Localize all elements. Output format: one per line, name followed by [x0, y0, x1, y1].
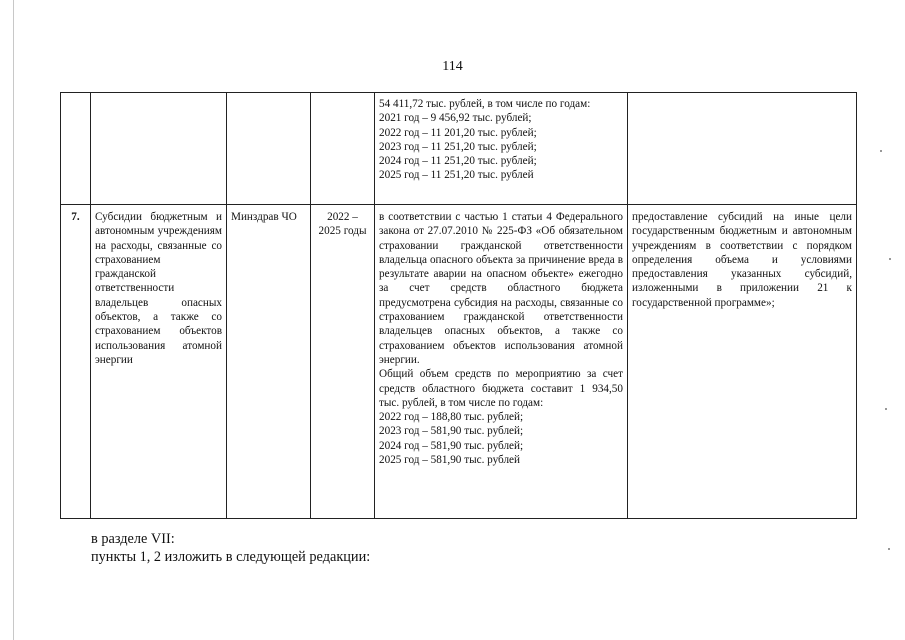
funding-year: 2021 год – 9 456,92 тыс. рублей;	[379, 112, 532, 125]
table-row-continuation	[61, 93, 857, 205]
funding-year: 2024 год – 11 251,20 тыс. рублей;	[379, 155, 537, 168]
page-number: 114	[442, 59, 463, 74]
funding-intro: 54 411,72 тыс. рублей, в том числе по годам:	[379, 98, 591, 110]
measure-period: 2022 – 2025 годы	[311, 205, 375, 519]
funding-year: 2022 год – 11 201,20 тыс. рублей;	[379, 126, 537, 139]
cell-name-empty	[91, 93, 227, 205]
funding-year: 2025 год – 581,90 тыс. рублей	[379, 454, 521, 467]
measure-description-cell	[375, 205, 628, 519]
funding-year: 2024 год – 581,90 тыс. рублей;	[379, 439, 524, 452]
funding-intro: Общий объем средств по мероприятию за счет средств областного бюджета составит 1 934,50 тыс. рублей, в том числе по годам:	[379, 368, 623, 409]
funding-year: 2025 год – 11 251,20 тыс. рублей	[379, 169, 534, 182]
measure-name: Субсидии бюджетным и автономным учреждениям на расходы, связанные со страхованием гражданской ответственности владельцев опасных объектов, а также со страхованием объектов использования атомной энергии	[91, 205, 227, 519]
cell-note-empty	[628, 93, 857, 205]
funding-year: 2022 год – 188,80 тыс. рублей;	[379, 411, 524, 424]
measure-number: 7.	[61, 205, 91, 519]
scan-speck	[888, 548, 890, 550]
cell-funding-continuation	[375, 93, 628, 205]
measures-table	[60, 92, 857, 519]
cell-executor-empty	[227, 93, 311, 205]
measure-note: предоставление субсидий на иные цели государственным бюджетным и автономным учреждениям в соответствии с порядком определения объема и условиями предоставления указанных субсидий, изложенными в приложении 21 к государственной программе»;	[628, 205, 857, 519]
amendment-instruction: пункты 1, 2 изложить в следующей редакции:	[91, 549, 371, 565]
measure-executor: Минздрав ЧО	[227, 205, 311, 519]
funding-year: 2023 год – 11 251,20 тыс. рублей;	[379, 140, 537, 153]
section-reference: в разделе VII:	[91, 531, 175, 547]
table-row-measure-7	[61, 205, 857, 519]
scan-speck	[885, 408, 887, 410]
cell-period-empty	[311, 93, 375, 205]
scan-edge-line	[13, 0, 14, 640]
cell-number-empty	[61, 93, 91, 205]
scan-speck	[880, 150, 882, 152]
funding-year: 2023 год – 581,90 тыс. рублей;	[379, 425, 524, 438]
scan-speck	[889, 258, 891, 260]
measure-description: в соответствии с частью 1 статьи 4 Федерального закона от 27.07.2010 № 225-ФЗ «Об обязательном страховании гражданской ответственности владельца опасного объекта за причинение вреда в результате аварии на опасном объекте» ежегодно за счет средств областного бюджета предусмотрена субсидия на расходы, связанные со страхованием гражданской ответственности владельцев опасных объектов, а также со страхованием объектов использования атомной энергии.	[379, 211, 623, 366]
